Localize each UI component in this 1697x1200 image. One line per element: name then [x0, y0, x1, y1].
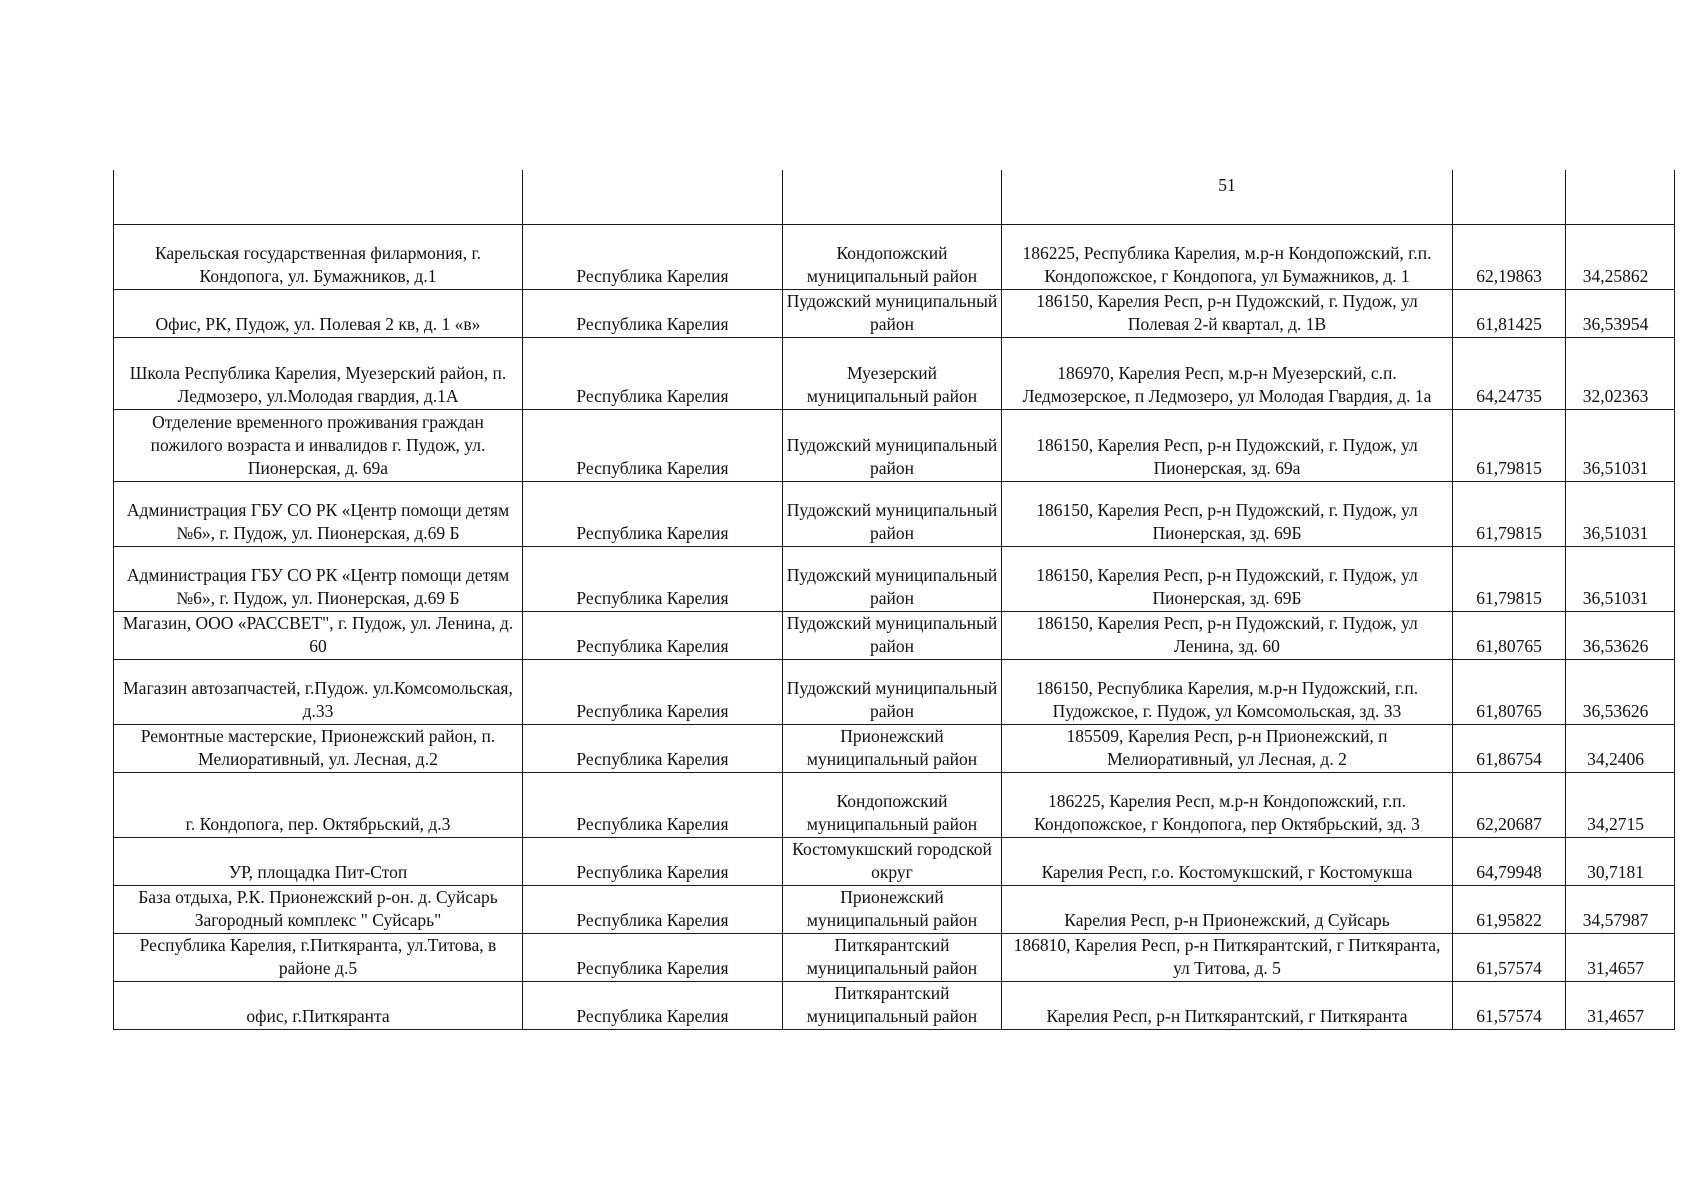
- address-cell: 186150, Карелия Респ, р-н Пудожский, г. Пудож, ул Пионерская, зд. 69а: [1002, 410, 1453, 482]
- region-cell: Республика Карелия: [523, 547, 783, 612]
- object-name-cell: Ремонтные мастерские, Прионежский район, п. Мелиоративный, ул. Лесная, д.2: [114, 725, 523, 773]
- table-row: [114, 410, 1675, 482]
- latitude-cell: 61,79815: [1453, 482, 1566, 547]
- empty-cell: [783, 170, 1002, 225]
- table-row: [114, 290, 1675, 338]
- region-cell: Республика Карелия: [523, 290, 783, 338]
- object-name-cell: УР, площадка Пит-Стоп: [114, 838, 523, 886]
- latitude-cell: 61,81425: [1453, 290, 1566, 338]
- district-cell: Питкярантский муниципальный район: [783, 982, 1002, 1030]
- latitude-cell: 61,80765: [1453, 612, 1566, 660]
- object-name-cell: Магазин, ООО «РАССВЕТ", г. Пудож, ул. Ленина, д. 60: [114, 612, 523, 660]
- object-name-cell: Администрация ГБУ СО РК «Центр помощи детям №6», г. Пудож, ул. Пионерская, д.69 Б: [114, 482, 523, 547]
- address-cell: Карелия Респ, г.о. Костомукшский, г Костомукша: [1002, 838, 1453, 886]
- district-cell: Кондопожский муниципальный район: [783, 773, 1002, 838]
- object-name-cell: Администрация ГБУ СО РК «Центр помощи детям №6», г. Пудож, ул. Пионерская, д.69 Б: [114, 547, 523, 612]
- longitude-cell: 36,53626: [1566, 612, 1675, 660]
- region-cell: Республика Карелия: [523, 660, 783, 725]
- region-cell: Республика Карелия: [523, 886, 783, 934]
- latitude-cell: 61,57574: [1453, 934, 1566, 982]
- empty-cell: [1453, 170, 1566, 225]
- latitude-cell: 64,24735: [1453, 338, 1566, 410]
- object-name-cell: Карельская государственная филармония, г. Кондопога, ул. Бумажников, д.1: [114, 225, 523, 290]
- page-number-cell: [1002, 170, 1453, 225]
- address-cell: Карелия Респ, р-н Питкярантский, г Питкяранта: [1002, 982, 1453, 1030]
- table-row: [114, 660, 1675, 725]
- address-cell: 186150, Карелия Респ, р-н Пудожский, г. Пудож, ул Полевая 2-й квартал, д. 1В: [1002, 290, 1453, 338]
- longitude-cell: 36,51031: [1566, 410, 1675, 482]
- table-row: [114, 725, 1675, 773]
- longitude-cell: 36,53626: [1566, 660, 1675, 725]
- object-name-cell: г. Кондопога, пер. Октябрьский, д.3: [114, 773, 523, 838]
- page-number: 51: [1218, 175, 1236, 195]
- longitude-cell: 32,02363: [1566, 338, 1675, 410]
- address-cell: 186150, Республика Карелия, м.р-н Пудожский, г.п. Пудожское, г. Пудож, ул Комсомольская, зд. 33: [1002, 660, 1453, 725]
- region-cell: Республика Карелия: [523, 934, 783, 982]
- longitude-cell: 34,57987: [1566, 886, 1675, 934]
- address-cell: 186970, Карелия Респ, м.р-н Муезерский, с.п. Ледмозерское, п Ледмозеро, ул Молодая Гвардия, д. 1а: [1002, 338, 1453, 410]
- address-cell: 185509, Карелия Респ, р-н Прионежский, п Мелиоративный, ул Лесная, д. 2: [1002, 725, 1453, 773]
- district-cell: Пудожский муниципальный район: [783, 547, 1002, 612]
- table-row: [114, 225, 1675, 290]
- region-cell: Республика Карелия: [523, 338, 783, 410]
- region-cell: Республика Карелия: [523, 225, 783, 290]
- table-row: [114, 934, 1675, 982]
- district-cell: Пудожский муниципальный район: [783, 482, 1002, 547]
- latitude-cell: 61,95822: [1453, 886, 1566, 934]
- latitude-cell: 62,20687: [1453, 773, 1566, 838]
- region-cell: Республика Карелия: [523, 725, 783, 773]
- district-cell: Пудожский муниципальный район: [783, 290, 1002, 338]
- table-row: [114, 773, 1675, 838]
- district-cell: Муезерский муниципальный район: [783, 338, 1002, 410]
- table-row: [114, 547, 1675, 612]
- longitude-cell: 31,4657: [1566, 982, 1675, 1030]
- address-cell: 186225, Республика Карелия, м.р-н Кондопожский, г.п. Кондопожское, г Кондопога, ул Бумажников, д. 1: [1002, 225, 1453, 290]
- object-name-cell: Школа Республика Карелия, Муезерский район, п. Ледмозеро, ул.Молодая гвардия, д.1А: [114, 338, 523, 410]
- longitude-cell: 34,2715: [1566, 773, 1675, 838]
- longitude-cell: 31,4657: [1566, 934, 1675, 982]
- address-cell: 186225, Карелия Респ, м.р-н Кондопожский, г.п. Кондопожское, г Кондопога, пер Октябрьский, зд. 3: [1002, 773, 1453, 838]
- region-cell: Республика Карелия: [523, 982, 783, 1030]
- table-body: [114, 170, 1675, 1030]
- latitude-cell: 61,57574: [1453, 982, 1566, 1030]
- region-cell: Республика Карелия: [523, 612, 783, 660]
- empty-cell: [114, 170, 523, 225]
- address-cell: 186150, Карелия Респ, р-н Пудожский, г. Пудож, ул Пионерская, зд. 69Б: [1002, 482, 1453, 547]
- empty-cell: [1566, 170, 1675, 225]
- object-name-cell: офис, г.Питкяранта: [114, 982, 523, 1030]
- longitude-cell: 34,2406: [1566, 725, 1675, 773]
- region-cell: Республика Карелия: [523, 482, 783, 547]
- longitude-cell: 34,25862: [1566, 225, 1675, 290]
- latitude-cell: 61,79815: [1453, 410, 1566, 482]
- latitude-cell: 61,86754: [1453, 725, 1566, 773]
- region-cell: Республика Карелия: [523, 410, 783, 482]
- object-name-cell: База отдыха, Р.К. Прионежский р-он. д. Суйсарь Загородный комплекс " Суйсарь": [114, 886, 523, 934]
- district-cell: Прионежский муниципальный район: [783, 886, 1002, 934]
- region-cell: Республика Карелия: [523, 838, 783, 886]
- latitude-cell: 61,79815: [1453, 547, 1566, 612]
- table-row: [114, 838, 1675, 886]
- longitude-cell: 36,51031: [1566, 547, 1675, 612]
- object-name-cell: Отделение временного проживания граждан пожилого возраста и инвалидов г. Пудож, ул. Пионерская, д. 69а: [114, 410, 523, 482]
- address-cell: 186150, Карелия Респ, р-н Пудожский, г. Пудож, ул Ленина, зд. 60: [1002, 612, 1453, 660]
- page-number-row: [114, 170, 1675, 225]
- document-page: [113, 170, 1675, 1030]
- latitude-cell: 64,79948: [1453, 838, 1566, 886]
- table-row: [114, 982, 1675, 1030]
- latitude-cell: 61,80765: [1453, 660, 1566, 725]
- address-cell: 186150, Карелия Респ, р-н Пудожский, г. Пудож, ул Пионерская, зд. 69Б: [1002, 547, 1453, 612]
- table-row: [114, 338, 1675, 410]
- longitude-cell: 30,7181: [1566, 838, 1675, 886]
- longitude-cell: 36,51031: [1566, 482, 1675, 547]
- address-cell: 186810, Карелия Респ, р-н Питкярантский, г Питкяранта, ул Титова, д. 5: [1002, 934, 1453, 982]
- table-row: [114, 612, 1675, 660]
- table-row: [114, 886, 1675, 934]
- district-cell: Прионежский муниципальный район: [783, 725, 1002, 773]
- longitude-cell: 36,53954: [1566, 290, 1675, 338]
- object-name-cell: Магазин автозапчастей, г.Пудож. ул.Комсомольская, д.33: [114, 660, 523, 725]
- district-cell: Кондопожский муниципальный район: [783, 225, 1002, 290]
- empty-cell: [523, 170, 783, 225]
- address-cell: Карелия Респ, р-н Прионежский, д Суйсарь: [1002, 886, 1453, 934]
- district-cell: Питкярантский муниципальный район: [783, 934, 1002, 982]
- district-cell: Пудожский муниципальный район: [783, 612, 1002, 660]
- district-cell: Пудожский муниципальный район: [783, 410, 1002, 482]
- district-cell: Костомукшский городской округ: [783, 838, 1002, 886]
- table-row: [114, 482, 1675, 547]
- district-cell: Пудожский муниципальный район: [783, 660, 1002, 725]
- region-cell: Республика Карелия: [523, 773, 783, 838]
- registry-table: [113, 170, 1675, 1030]
- latitude-cell: 62,19863: [1453, 225, 1566, 290]
- object-name-cell: Республика Карелия, г.Питкяранта, ул.Титова, в районе д.5: [114, 934, 523, 982]
- object-name-cell: Офис, РК, Пудож, ул. Полевая 2 кв, д. 1 «в»: [114, 290, 523, 338]
